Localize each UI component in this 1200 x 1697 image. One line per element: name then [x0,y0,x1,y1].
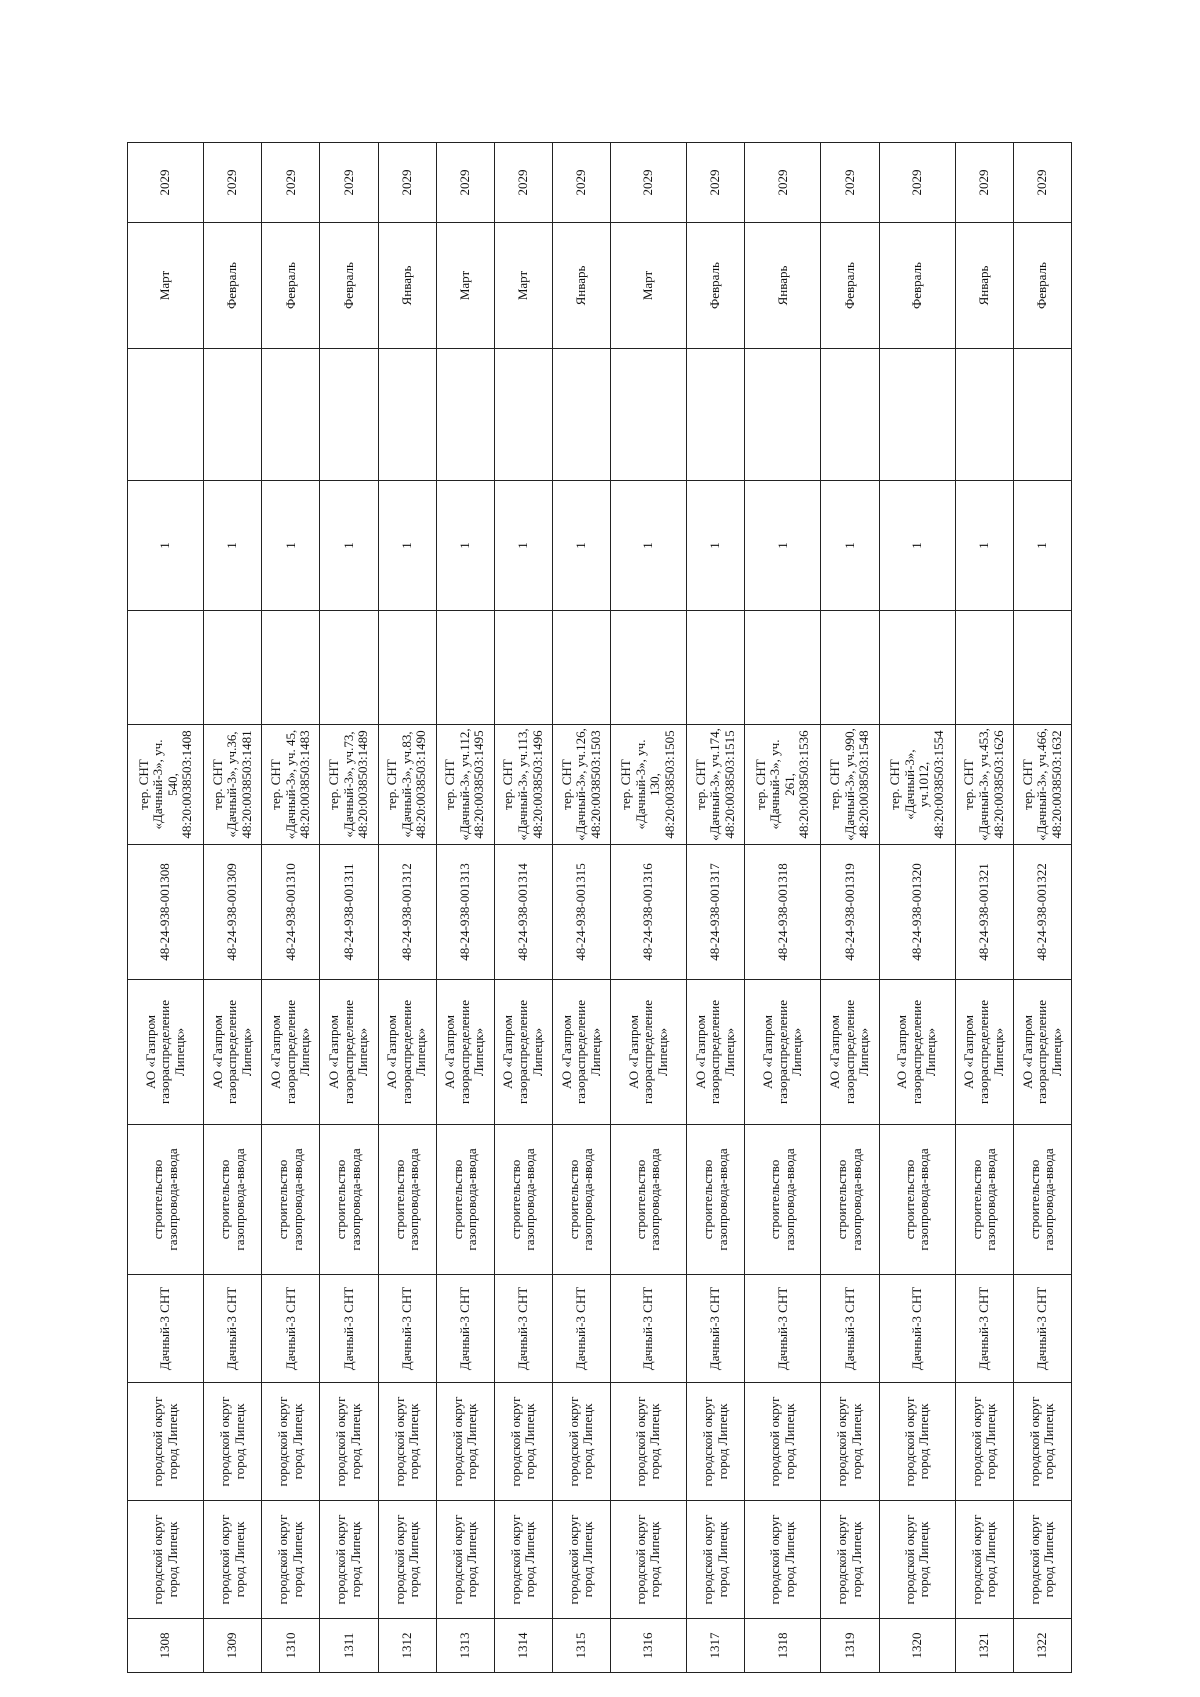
address-cadastral-cell: тер. СНТ «Дачный-3», уч.453, 48:20:0038503:1626 [955,725,1013,845]
organization-cell: АО «Газпром газораспределение Липецк» [955,980,1013,1125]
work-type-cell: строительство газопровода-ввода [955,1125,1013,1275]
table-row [955,143,1013,1673]
organization-cell: АО «Газпром газораспределение Липецк» [745,980,821,1125]
object-code-cell: 48-24-938-001317 [687,845,745,980]
address-cadastral-cell: тер. СНТ «Дачный-3», уч. 540, 48:20:0038503:1408 [128,725,204,845]
year-cell: 2029 [128,143,204,223]
year-cell: 2029 [955,143,1013,223]
month-cell: Февраль [821,223,879,349]
gasification-schedule-table [127,142,1072,1673]
municipality-cell: городской округ город Липецк [204,1501,262,1619]
count-cell: 1 [687,481,745,611]
year-cell: 2029 [1013,143,1071,223]
work-type-cell: строительство газопровода-ввода [494,1125,552,1275]
row-number-cell: 1315 [552,1619,610,1673]
work-type-cell: строительство газопровода-ввода [610,1125,686,1275]
month-cell: Март [436,223,494,349]
table-row [610,143,686,1673]
address-cadastral-cell: тер. СНТ «Дачный-3», уч.112, 48:20:0038503:1495 [436,725,494,845]
object-code-cell: 48-24-938-001315 [552,845,610,980]
snt-name-cell: Дачный-3 СНТ [821,1275,879,1383]
month-cell: Январь [552,223,610,349]
year-cell: 2029 [378,143,436,223]
empty-cell [1013,349,1071,481]
settlement-cell: городской округ город Липецк [494,1383,552,1501]
settlement-cell: городской округ город Липецк [687,1383,745,1501]
year-cell: 2029 [436,143,494,223]
empty-cell [879,611,955,725]
snt-name-cell: Дачный-3 СНТ [610,1275,686,1383]
settlement-cell: городской округ город Липецк [821,1383,879,1501]
empty-cell [320,349,378,481]
count-cell: 1 [262,481,320,611]
month-cell: Март [610,223,686,349]
municipality-cell: городской округ город Липецк [745,1501,821,1619]
row-number-cell: 1309 [204,1619,262,1673]
snt-name-cell: Дачный-3 СНТ [552,1275,610,1383]
municipality-cell: городской округ город Липецк [687,1501,745,1619]
settlement-cell: городской округ город Липецк [204,1383,262,1501]
empty-cell [262,349,320,481]
table-row [378,143,436,1673]
organization-cell: АО «Газпром газораспределение Липецк» [204,980,262,1125]
work-type-cell: строительство газопровода-ввода [436,1125,494,1275]
month-cell: Февраль [320,223,378,349]
municipality-cell: городской округ город Липецк [320,1501,378,1619]
settlement-cell: городской округ город Липецк [552,1383,610,1501]
municipality-cell: городской округ город Липецк [552,1501,610,1619]
empty-cell [128,349,204,481]
settlement-cell: городской округ город Липецк [879,1383,955,1501]
object-code-cell: 48-24-938-001314 [494,845,552,980]
organization-cell: АО «Газпром газораспределение Липецк» [821,980,879,1125]
empty-cell [204,349,262,481]
object-code-cell: 48-24-938-001318 [745,845,821,980]
object-code-cell: 48-24-938-001316 [610,845,686,980]
address-cadastral-cell: тер. СНТ «Дачный-3», уч. 261, 48:20:0038503:1536 [745,725,821,845]
year-cell: 2029 [320,143,378,223]
organization-cell: АО «Газпром газораспределение Липецк» [320,980,378,1125]
empty-cell [821,611,879,725]
work-type-cell: строительство газопровода-ввода [821,1125,879,1275]
row-number-cell: 1310 [262,1619,320,1673]
organization-cell: АО «Газпром газораспределение Липецк» [879,980,955,1125]
settlement-cell: городской округ город Липецк [378,1383,436,1501]
work-type-cell: строительство газопровода-ввода [204,1125,262,1275]
empty-cell [436,349,494,481]
snt-name-cell: Дачный-3 СНТ [204,1275,262,1383]
row-number-cell: 1308 [128,1619,204,1673]
table-row [552,143,610,1673]
municipality-cell: городской округ город Липецк [436,1501,494,1619]
snt-name-cell: Дачный-3 СНТ [378,1275,436,1383]
organization-cell: АО «Газпром газораспределение Липецк» [128,980,204,1125]
object-code-cell: 48-24-938-001320 [879,845,955,980]
snt-name-cell: Дачный-3 СНТ [955,1275,1013,1383]
month-cell: Февраль [879,223,955,349]
work-type-cell: строительство газопровода-ввода [552,1125,610,1275]
organization-cell: АО «Газпром газораспределение Липецк» [687,980,745,1125]
empty-cell [204,611,262,725]
settlement-cell: городской округ город Липецк [262,1383,320,1501]
empty-cell [821,349,879,481]
settlement-cell: городской округ город Липецк [436,1383,494,1501]
month-cell: Январь [955,223,1013,349]
count-cell: 1 [128,481,204,611]
empty-cell [955,611,1013,725]
empty-cell [1013,611,1071,725]
row-number-cell: 1314 [494,1619,552,1673]
year-cell: 2029 [204,143,262,223]
settlement-cell: городской округ город Липецк [955,1383,1013,1501]
year-cell: 2029 [494,143,552,223]
empty-cell [879,349,955,481]
row-number-cell: 1319 [821,1619,879,1673]
object-code-cell: 48-24-938-001309 [204,845,262,980]
object-code-cell: 48-24-938-001311 [320,845,378,980]
year-cell: 2029 [879,143,955,223]
snt-name-cell: Дачный-3 СНТ [494,1275,552,1383]
snt-name-cell: Дачный-3 СНТ [687,1275,745,1383]
address-cadastral-cell: тер. СНТ «Дачный-3», уч.990, 48:20:0038503:1548 [821,725,879,845]
municipality-cell: городской округ город Липецк [262,1501,320,1619]
snt-name-cell: Дачный-3 СНТ [436,1275,494,1383]
count-cell: 1 [552,481,610,611]
settlement-cell: городской округ город Липецк [320,1383,378,1501]
empty-cell [687,349,745,481]
month-cell: Март [494,223,552,349]
table-row [262,143,320,1673]
empty-cell [436,611,494,725]
snt-name-cell: Дачный-3 СНТ [1013,1275,1071,1383]
work-type-cell: строительство газопровода-ввода [879,1125,955,1275]
address-cadastral-cell: тер. СНТ «Дачный-3», уч.113, 48:20:0038503:1496 [494,725,552,845]
address-cadastral-cell: тер. СНТ «Дачный-3», уч. 45, 48:20:0038503:1483 [262,725,320,845]
table-row [687,143,745,1673]
snt-name-cell: Дачный-3 СНТ [320,1275,378,1383]
snt-name-cell: Дачный-3 СНТ [745,1275,821,1383]
month-cell: Февраль [204,223,262,349]
work-type-cell: строительство газопровода-ввода [320,1125,378,1275]
rotated-table-container [127,143,1072,1673]
empty-cell [262,611,320,725]
row-number-cell: 1320 [879,1619,955,1673]
empty-cell [494,349,552,481]
municipality-cell: городской округ город Липецк [821,1501,879,1619]
work-type-cell: строительство газопровода-ввода [687,1125,745,1275]
empty-cell [955,349,1013,481]
address-cadastral-cell: тер. СНТ «Дачный-3», уч.466, 48:20:0038503:1632 [1013,725,1071,845]
row-number-cell: 1311 [320,1619,378,1673]
empty-cell [687,611,745,725]
settlement-cell: городской округ город Липецк [610,1383,686,1501]
month-cell: Февраль [262,223,320,349]
year-cell: 2029 [745,143,821,223]
empty-cell [378,349,436,481]
year-cell: 2029 [552,143,610,223]
work-type-cell: строительство газопровода-ввода [262,1125,320,1275]
month-cell: Январь [745,223,821,349]
address-cadastral-cell: тер. СНТ «Дачный-3», уч.83, 48:20:0038503:1490 [378,725,436,845]
address-cadastral-cell: тер. СНТ «Дачный-3», уч.36, 48:20:0038503:1481 [204,725,262,845]
work-type-cell: строительство газопровода-ввода [378,1125,436,1275]
settlement-cell: городской округ город Липецк [128,1383,204,1501]
empty-cell [128,611,204,725]
count-cell: 1 [436,481,494,611]
count-cell: 1 [320,481,378,611]
year-cell: 2029 [687,143,745,223]
empty-cell [745,349,821,481]
table-row [204,143,262,1673]
row-number-cell: 1316 [610,1619,686,1673]
row-number-cell: 1312 [378,1619,436,1673]
table-row [745,143,821,1673]
empty-cell [378,611,436,725]
table-row [436,143,494,1673]
row-number-cell: 1317 [687,1619,745,1673]
table-row [1013,143,1071,1673]
work-type-cell: строительство газопровода-ввода [128,1125,204,1275]
table-row [821,143,879,1673]
snt-name-cell: Дачный-3 СНТ [879,1275,955,1383]
count-cell: 1 [745,481,821,611]
organization-cell: АО «Газпром газораспределение Липецк» [1013,980,1071,1125]
object-code-cell: 48-24-938-001312 [378,845,436,980]
month-cell: Февраль [687,223,745,349]
work-type-cell: строительство газопровода-ввода [745,1125,821,1275]
organization-cell: АО «Газпром газораспределение Липецк» [378,980,436,1125]
address-cadastral-cell: тер. СНТ «Дачный-3», уч.126, 48:20:0038503:1503 [552,725,610,845]
snt-name-cell: Дачный-3 СНТ [128,1275,204,1383]
table-row [128,143,204,1673]
count-cell: 1 [821,481,879,611]
row-number-cell: 1318 [745,1619,821,1673]
empty-cell [552,349,610,481]
municipality-cell: городской округ город Липецк [494,1501,552,1619]
count-cell: 1 [879,481,955,611]
snt-name-cell: Дачный-3 СНТ [262,1275,320,1383]
empty-cell [494,611,552,725]
address-cadastral-cell: тер. СНТ «Дачный-3», уч.1012, 48:20:0038503:1554 [879,725,955,845]
municipality-cell: городской округ город Липецк [1013,1501,1071,1619]
count-cell: 1 [955,481,1013,611]
row-number-cell: 1321 [955,1619,1013,1673]
row-number-cell: 1322 [1013,1619,1071,1673]
empty-cell [745,611,821,725]
object-code-cell: 48-24-938-001321 [955,845,1013,980]
empty-cell [552,611,610,725]
table-row [494,143,552,1673]
organization-cell: АО «Газпром газораспределение Липецк» [494,980,552,1125]
organization-cell: АО «Газпром газораспределение Липецк» [436,980,494,1125]
address-cadastral-cell: тер. СНТ «Дачный-3», уч.174, 48:20:0038503:1515 [687,725,745,845]
count-cell: 1 [610,481,686,611]
count-cell: 1 [378,481,436,611]
object-code-cell: 48-24-938-001310 [262,845,320,980]
row-number-cell: 1313 [436,1619,494,1673]
table-row [320,143,378,1673]
object-code-cell: 48-24-938-001319 [821,845,879,980]
count-cell: 1 [204,481,262,611]
count-cell: 1 [1013,481,1071,611]
municipality-cell: городской округ город Липецк [128,1501,204,1619]
month-cell: Январь [378,223,436,349]
object-code-cell: 48-24-938-001313 [436,845,494,980]
municipality-cell: городской округ город Липецк [879,1501,955,1619]
year-cell: 2029 [262,143,320,223]
empty-cell [610,611,686,725]
settlement-cell: городской округ город Липецк [1013,1383,1071,1501]
municipality-cell: городской округ город Липецк [955,1501,1013,1619]
work-type-cell: строительство газопровода-ввода [1013,1125,1071,1275]
table-body [128,143,1072,1673]
table-row [879,143,955,1673]
month-cell: Февраль [1013,223,1071,349]
settlement-cell: городской округ город Липецк [745,1383,821,1501]
municipality-cell: городской округ город Липецк [610,1501,686,1619]
municipality-cell: городской округ город Липецк [378,1501,436,1619]
address-cadastral-cell: тер. СНТ «Дачный-3», уч. 130, 48:20:0038503:1505 [610,725,686,845]
year-cell: 2029 [821,143,879,223]
month-cell: Март [128,223,204,349]
object-code-cell: 48-24-938-001308 [128,845,204,980]
organization-cell: АО «Газпром газораспределение Липецк» [262,980,320,1125]
count-cell: 1 [494,481,552,611]
object-code-cell: 48-24-938-001322 [1013,845,1071,980]
year-cell: 2029 [610,143,686,223]
organization-cell: АО «Газпром газораспределение Липецк» [552,980,610,1125]
organization-cell: АО «Газпром газораспределение Липецк» [610,980,686,1125]
address-cadastral-cell: тер. СНТ «Дачный-3», уч.73, 48:20:0038503:1489 [320,725,378,845]
empty-cell [610,349,686,481]
empty-cell [320,611,378,725]
